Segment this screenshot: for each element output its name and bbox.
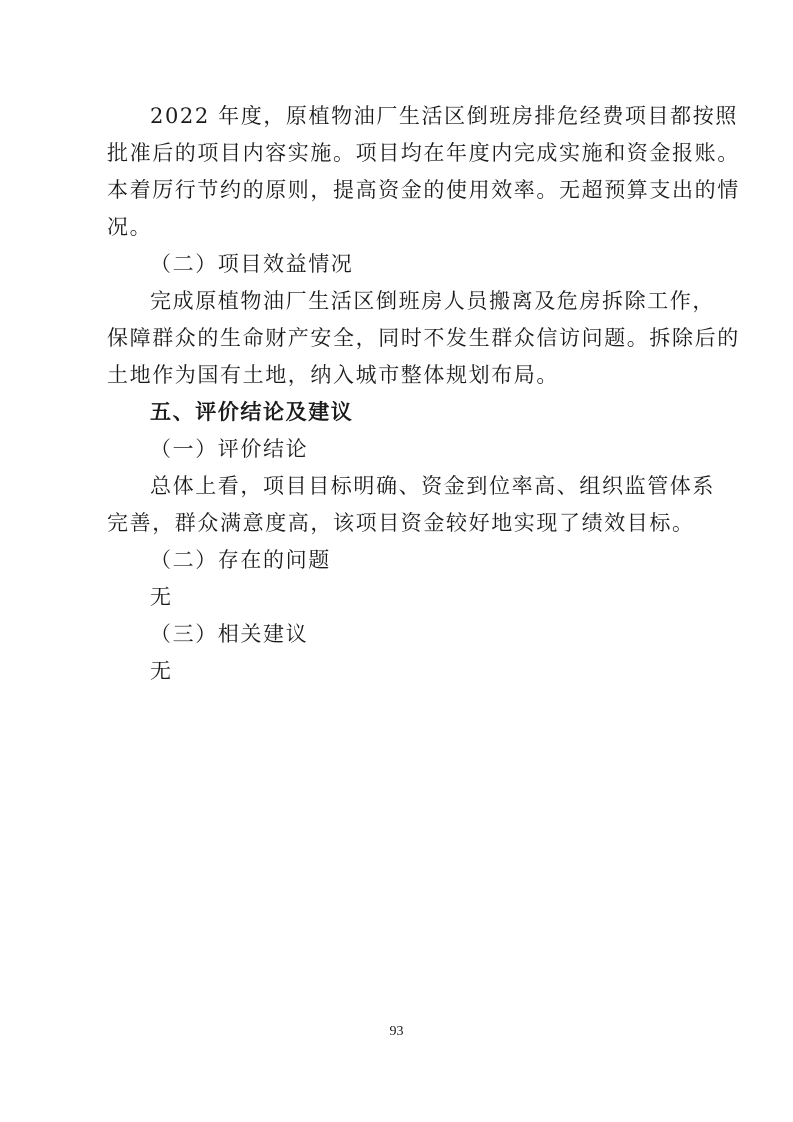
paragraph-line: 本着厉行节约的原则，提高资金的使用效率。无超预算支出的情	[107, 178, 740, 202]
paragraph-line: 2022 年度，原植物油厂生活区倒班房排危经费项目都按照	[150, 104, 738, 128]
paragraph-line: 保障群众的生命财产安全，同时不发生群众信访问题。拆除后的	[107, 326, 740, 350]
subheading-suggestions: （三）相关建议	[150, 622, 309, 646]
subheading-problems: （二）存在的问题	[150, 548, 331, 572]
body-text	[107, 98, 740, 690]
subheading-benefit: （二）项目效益情况	[150, 252, 354, 276]
suggestions-text: 无	[150, 659, 173, 683]
paragraph-line: 况。	[107, 215, 153, 239]
problems-text: 无	[150, 585, 173, 609]
paragraph-line: 完成原植物油厂生活区倒班房人员搬离及危房拆除工作，	[150, 289, 715, 313]
page-number: 93	[389, 1024, 404, 1039]
paragraph-line: 土地作为国有土地，纳入城市整体规划布局。	[107, 363, 559, 387]
paragraph-line: 总体上看，项目目标明确、资金到位率高、组织监管体系	[150, 474, 715, 498]
section-heading: 五、评价结论及建议	[150, 400, 354, 424]
subheading-conclusion: （一）评价结论	[150, 437, 309, 461]
paragraph-line: 批准后的项目内容实施。项目均在年度内完成实施和资金报账。	[107, 141, 740, 165]
paragraph-line: 完善，群众满意度高，该项目资金较好地实现了绩效目标。	[107, 511, 695, 535]
